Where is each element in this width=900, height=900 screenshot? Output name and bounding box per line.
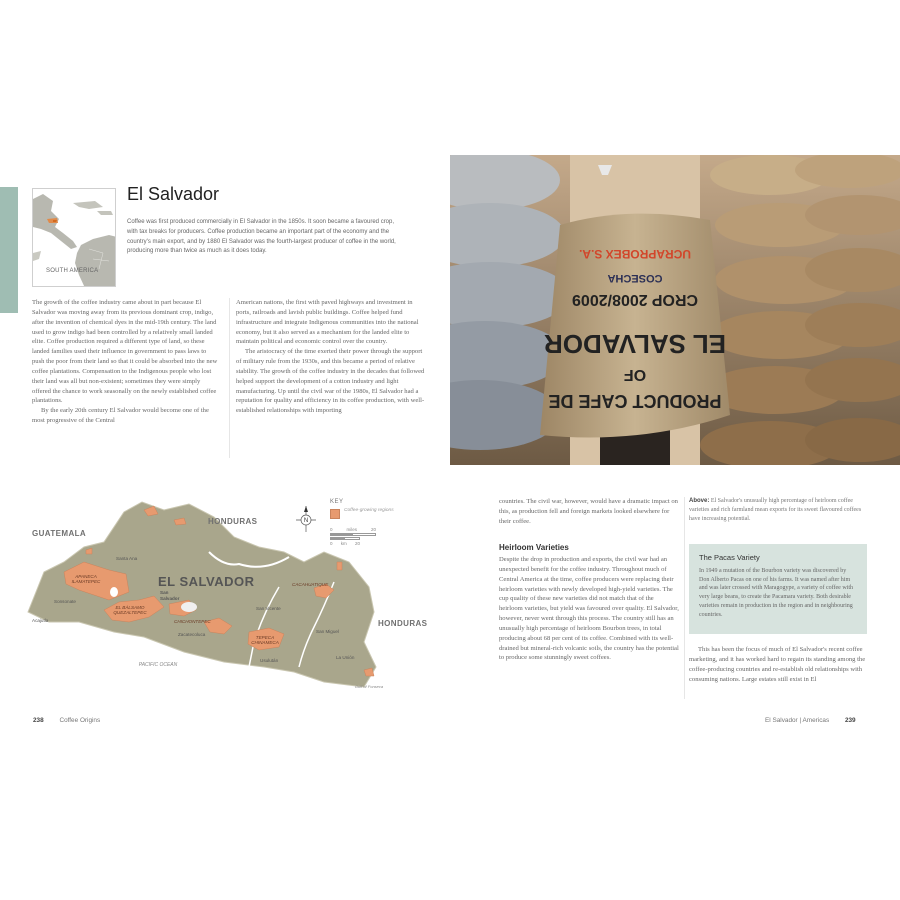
map-label-gulf: Gulf of Fonseca xyxy=(354,684,384,689)
pacas-variety-sidebar xyxy=(689,544,867,634)
chapter-accent-tab xyxy=(0,187,18,313)
coffee-sacks-photo xyxy=(450,155,900,465)
svg-text:CROP 2008/2009: CROP 2008/2009 xyxy=(571,291,699,308)
coffee-sacks-graphic xyxy=(450,155,900,465)
map-region: CHICHONTEPEC xyxy=(174,619,211,624)
paragraph: The growth of the coffee industry came about in part because El Salvador was moving away from its previous dominant crop, indigo, after the invention of chemical dyes in the mid-19th century. The land used to grow indigo had been controlled by a relatively small landed elite. Coffee production required a different type of land, so these landed families used their influence in government to pass laws to push the poor from their land so that it could be absorbed into the new coffee plantations. Compensation to the Indigenous people who lost their land was all but non-existent; sometimes they were simply offered the chance to work seasonally on the newly established coffee plantations. xyxy=(32,299,218,405)
map-label-el-salvador: EL SALVADOR xyxy=(158,574,255,589)
body-column-4 xyxy=(689,645,869,684)
key-title: KEY xyxy=(330,499,344,505)
body-column-2 xyxy=(236,298,428,416)
section-heading: Heirloom Varieties xyxy=(499,543,569,552)
page-number-left: 238 xyxy=(33,717,44,724)
map-city: La Unión xyxy=(336,655,355,660)
left-footer xyxy=(33,717,100,724)
map-region: TEPECA CHINAMECA xyxy=(251,635,279,646)
map-label-pacific-ocean: PACIFIC OCEAN xyxy=(138,662,178,668)
paragraph: By the early 20th century El Salvador would become one of the most progressive of the Central xyxy=(32,407,209,425)
map-region: APANECA ILAMATEPEC xyxy=(71,574,101,585)
intro-paragraph: Coffee was first produced commercially in El Salvador in the 1850s. It soon became a favoured crop, with tax breaks for producers. Coffee production became an important part of the economy and the country's main export, and by 1880 El Salvador was the fourth-largest producer of coffee in the world, producing more than twice as much as it does today. xyxy=(127,219,396,255)
locator-map xyxy=(32,188,116,287)
column-divider xyxy=(684,497,685,699)
body-column-3-top xyxy=(499,497,679,527)
map-label-honduras-north: HONDURAS xyxy=(208,517,258,526)
caption-text: El Salvador's unusually high percentage of heirloom coffee varieties and rich farmland mean exports for its sweet flavoured coffees have increasing potential. xyxy=(689,498,862,522)
right-footer xyxy=(765,717,856,724)
map-key xyxy=(330,499,400,546)
map-city: Usulután xyxy=(260,658,279,663)
sidebar-title: The Pacas Variety xyxy=(699,553,760,562)
page-number-right: 239 xyxy=(844,717,856,724)
paragraph: American nations, the first with paved highways and investment in ports, railroads and lavish public buildings. Coffee helped fund infrastructure and integrate Indigenous communities into the national economy, but it also served as a mechanism for the landed elite to maintain political and economic control over the country. xyxy=(236,299,419,346)
coffee-region-swatch xyxy=(330,509,340,519)
paragraph: countries. The civil war, however, would have a dramatic impact on this, as production fell and foreign markets looked elsewhere for their coffee. xyxy=(499,498,678,525)
paragraph: Despite the drop in production and exports, the civil war had an unexpected benefit for the coffee industry. Throughout much of Central America at the time, coffee producers were replacing their heirloom varieties with newly developed high-yield varieties. The cup quality of these new varieties did not match that of the heirloom varieties, but yield was favoured over quality. El Salvador, however, never went through this process. The country still has an unusually high percentage of heirloom Bourbon trees, in total producing about 68 per cent of its coffee. Combined with its well-drained but mineral-rich volcanic soils, the country has the potential to produce some stunningly sweet coffees. xyxy=(499,556,679,662)
map-city: San Salvador xyxy=(160,590,180,601)
map-city: Acajutla xyxy=(32,618,49,623)
body-column-3 xyxy=(499,555,679,663)
running-footer-right: El Salvador | Americas xyxy=(765,717,830,724)
running-footer-left: Coffee Origins xyxy=(59,717,101,724)
map-city: Santa Ana xyxy=(116,556,138,561)
paragraph: This has been the focus of much of El Salvador's recent coffee marketing, and it has worked hard to regain its standing among the coffee-producing countries and re-establish old relationships with consuming nations. Large estates still exist in El xyxy=(689,646,866,683)
svg-text:N: N xyxy=(303,518,309,525)
map-label-honduras-east: HONDURAS xyxy=(378,619,428,628)
compass-rose xyxy=(296,506,316,532)
svg-text:EL SALVADOR: EL SALVADOR xyxy=(543,329,727,359)
inset-map-label: SOUTH AMERICA xyxy=(46,268,99,274)
column-divider xyxy=(229,298,230,458)
map-region: CACAHUATIQUE xyxy=(292,582,329,587)
body-column-1 xyxy=(32,298,220,426)
photo-caption xyxy=(689,497,869,523)
svg-text:UCRAPROBEX S.A.: UCRAPROBEX S.A. xyxy=(578,247,692,261)
paragraph: The aristocracy of the time exerted their power through the support of military rule from the 1930s, and this became a period of relative stability. The growth of the coffee industry in the decades that followed helped support the development of a cotton industry and light manufacturing. Up until the civil war of the 1980s, El Salvador had a reputation for quality and efficiency in its coffee production, with well-established relationships with importing xyxy=(236,348,425,415)
map-label-guatemala: GUATEMALA xyxy=(32,529,87,538)
svg-text:COSECHA: COSECHA xyxy=(607,272,663,284)
page-title: El Salvador xyxy=(127,184,220,204)
map-city: San Vicente xyxy=(256,606,281,611)
sidebar-text: In 1949 a mutation of the Bourbon variety was discovered by Don Alberto Pacas on one of his farms. It was named after him and was later crossed with Maragogype, a variety of coffee with very large beans, to create the Pacamara variety. Both desirable varieties remain in production in the region and in neighbouring countries. xyxy=(699,568,853,618)
el-salvador-map xyxy=(24,492,434,702)
map-city: San Miguel xyxy=(316,629,339,634)
svg-text:OF: OF xyxy=(623,366,647,383)
caption-label: Above: xyxy=(689,498,710,504)
key-item-label: Coffee-growing regions xyxy=(344,508,394,513)
scale-bar: 0 miles 20 0 km 20 xyxy=(330,527,376,546)
map-city: Sonsonate xyxy=(54,599,76,604)
map-region: EL BÁLSAMO QUEZALTEPEC xyxy=(113,605,147,616)
map-city: Zacatecoluca xyxy=(178,632,206,637)
svg-text:PRODUCT CAFE DE: PRODUCT CAFE DE xyxy=(548,391,722,411)
